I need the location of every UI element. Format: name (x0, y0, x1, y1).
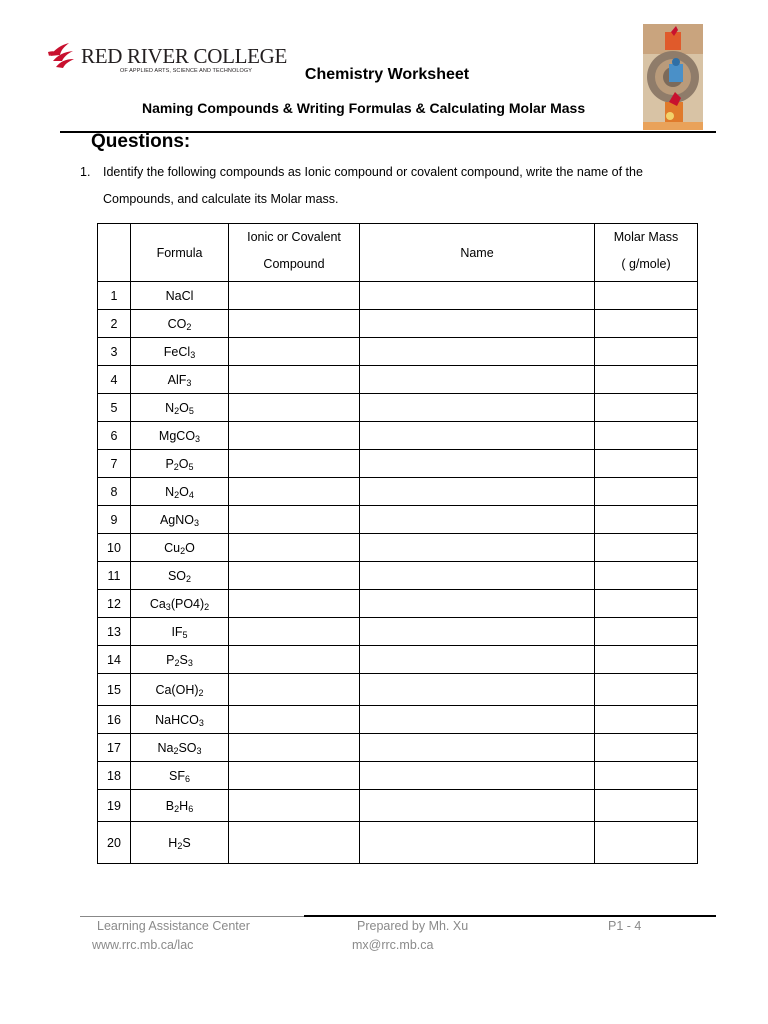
formula-subscript: 3 (196, 745, 202, 756)
formula-subscript: 2 (186, 321, 192, 332)
table-row (98, 506, 698, 534)
row-number: 4 (98, 366, 131, 394)
table-row (98, 590, 698, 618)
table-row (98, 450, 698, 478)
formula-element: CO (167, 316, 187, 331)
molar-mass-answer-cell[interactable] (595, 450, 698, 478)
formula-subscript: 2 (177, 840, 183, 851)
formula-element: Na (157, 740, 174, 755)
molar-mass-answer-cell[interactable] (595, 506, 698, 534)
formula-element: SO (178, 740, 197, 755)
name-answer-cell[interactable] (360, 646, 595, 674)
name-answer-cell[interactable] (360, 790, 595, 822)
formula-subscript: 2 (174, 489, 180, 500)
formula-cell (131, 310, 229, 338)
row-number: 5 (98, 394, 131, 422)
table-row (98, 422, 698, 450)
table-row (98, 394, 698, 422)
molar-mass-answer-cell[interactable] (595, 310, 698, 338)
row-number: 14 (98, 646, 131, 674)
footer-center-name: Learning Assistance Center (97, 919, 250, 933)
worksheet-table (97, 223, 698, 864)
molar-mass-answer-cell[interactable] (595, 478, 698, 506)
formula-element: P (166, 652, 175, 667)
formula-cell (131, 366, 229, 394)
formula-subscript: 5 (182, 629, 188, 640)
formula-cell (131, 562, 229, 590)
name-answer-cell[interactable] (360, 706, 595, 734)
formula-cell (131, 422, 229, 450)
table-row (98, 562, 698, 590)
formula-cell (131, 506, 229, 534)
formula-subscript: 3 (186, 377, 192, 388)
row-number: 3 (98, 338, 131, 366)
name-answer-cell[interactable] (360, 506, 595, 534)
formula-element: AlF (167, 372, 187, 387)
formula-element: Ca (149, 596, 166, 611)
molar-mass-answer-cell[interactable] (595, 646, 698, 674)
compound-type-answer-cell[interactable] (229, 562, 360, 590)
table-row (98, 338, 698, 366)
table-row (98, 790, 698, 822)
name-answer-cell[interactable] (360, 394, 595, 422)
worksheet-title: Chemistry Worksheet (304, 66, 470, 83)
compound-type-answer-cell[interactable] (229, 706, 360, 734)
formula-element: S (182, 835, 191, 850)
formula-element: O (185, 540, 195, 555)
question-number: 1. (80, 165, 91, 179)
header-formula: Formula (131, 224, 229, 282)
compound-type-answer-cell[interactable] (229, 762, 360, 790)
compound-type-answer-cell[interactable] (229, 618, 360, 646)
molar-mass-answer-cell[interactable] (595, 822, 698, 864)
table-row (98, 734, 698, 762)
name-answer-cell[interactable] (360, 618, 595, 646)
molar-mass-answer-cell[interactable] (595, 366, 698, 394)
row-number: 12 (98, 590, 131, 618)
footer-email: mx@rrc.mb.ca (352, 938, 434, 952)
compound-type-answer-cell[interactable] (229, 478, 360, 506)
formula-element: SO (167, 568, 187, 583)
compound-type-answer-cell[interactable] (229, 790, 360, 822)
name-answer-cell[interactable] (360, 590, 595, 618)
compound-type-answer-cell[interactable] (229, 338, 360, 366)
formula-cell (131, 674, 229, 706)
formula-cell (131, 338, 229, 366)
formula-cell (131, 822, 229, 864)
row-number: 18 (98, 762, 131, 790)
row-number: 17 (98, 734, 131, 762)
row-number: 15 (98, 674, 131, 706)
formula-element: MgCO (158, 428, 196, 443)
formula-subscript: 2 (180, 545, 186, 556)
table-row (98, 674, 698, 706)
formula-subscript: 4 (188, 489, 194, 500)
formula-subscript: 2 (198, 687, 204, 698)
row-number: 19 (98, 790, 131, 822)
name-answer-cell[interactable] (360, 366, 595, 394)
formula-element: H (179, 798, 189, 813)
formula-subscript: 2 (174, 405, 180, 416)
header-compound-type-line1: Ionic or Covalent (247, 230, 341, 244)
formula-subscript: 3 (195, 433, 201, 444)
formula-element: O (179, 484, 189, 499)
compound-type-answer-cell[interactable] (229, 450, 360, 478)
header-compound-type (229, 224, 360, 282)
table-row (98, 762, 698, 790)
formula-subscript: 3 (187, 657, 193, 668)
row-number: 10 (98, 534, 131, 562)
formula-element: IF (171, 624, 183, 639)
formula-element: AgNO (159, 512, 195, 527)
molar-mass-answer-cell[interactable] (595, 394, 698, 422)
compound-type-answer-cell[interactable] (229, 646, 360, 674)
formula-cell (131, 646, 229, 674)
worksheet-subtitle: Naming Compounds & Writing Formulas & Calculating Molar Mass (142, 100, 586, 116)
name-answer-cell[interactable] (360, 534, 595, 562)
header-compound-type-line2: Compound (263, 257, 325, 271)
formula-element: (PO4) (170, 596, 205, 611)
molar-mass-answer-cell[interactable] (595, 282, 698, 310)
formula-subscript: 2 (173, 745, 179, 756)
question-text-line: Compounds, and calculate its Molar mass. (103, 192, 339, 206)
formula-element: FeCl (163, 344, 191, 359)
question-text-line: Identify the following compounds as Ionic compound or covalent compound, write the name of the (103, 165, 643, 179)
formula-subscript: 5 (188, 405, 194, 416)
table-row (98, 646, 698, 674)
formula-subscript: 5 (188, 461, 194, 472)
footer-prepared-by: Prepared by Mh. Xu (357, 919, 469, 933)
formula-subscript: 3 (165, 601, 171, 612)
formula-element: S (179, 652, 188, 667)
formula-element: Ca(OH) (155, 682, 199, 697)
formula-cell (131, 282, 229, 310)
formula-element: NaCl (165, 288, 194, 303)
name-answer-cell[interactable] (360, 734, 595, 762)
formula-cell (131, 762, 229, 790)
formula-subscript: 2 (174, 803, 180, 814)
formula-element: NaHCO (155, 712, 199, 727)
formula-subscript: 2 (204, 601, 210, 612)
formula-element: Cu (164, 540, 181, 555)
formula-subscript: 2 (174, 657, 180, 668)
name-answer-cell[interactable] (360, 562, 595, 590)
footer-divider-right (304, 915, 716, 917)
row-number: 7 (98, 450, 131, 478)
footer-divider-left (80, 916, 304, 917)
compound-type-answer-cell[interactable] (229, 590, 360, 618)
table-row (98, 282, 698, 310)
compound-type-answer-cell[interactable] (229, 674, 360, 706)
table-row (98, 534, 698, 562)
molar-mass-answer-cell[interactable] (595, 338, 698, 366)
row-number: 16 (98, 706, 131, 734)
formula-cell (131, 618, 229, 646)
formula-cell (131, 706, 229, 734)
compound-type-answer-cell[interactable] (229, 734, 360, 762)
header-name: Name (360, 224, 595, 282)
molar-mass-answer-cell[interactable] (595, 734, 698, 762)
formula-subscript: 6 (188, 803, 194, 814)
formula-element: SF (169, 768, 185, 783)
formula-cell (131, 394, 229, 422)
formula-cell (131, 790, 229, 822)
molar-mass-answer-cell[interactable] (595, 422, 698, 450)
name-answer-cell[interactable] (360, 822, 595, 864)
header-molar-mass (595, 224, 698, 282)
row-number: 8 (98, 478, 131, 506)
formula-subscript: 3 (194, 517, 200, 528)
formula-element: N (165, 400, 175, 415)
table-body (98, 282, 698, 864)
molar-mass-answer-cell[interactable] (595, 762, 698, 790)
formula-element: O (178, 456, 189, 471)
compound-type-answer-cell[interactable] (229, 310, 360, 338)
formula-element: O (179, 400, 189, 415)
table-header-row (98, 224, 698, 282)
molar-mass-answer-cell[interactable] (595, 790, 698, 822)
formula-subscript: 3 (190, 349, 196, 360)
table-row (98, 366, 698, 394)
row-number: 11 (98, 562, 131, 590)
table-row (98, 478, 698, 506)
formula-cell (131, 450, 229, 478)
header-molar-mass-line1: Molar Mass (613, 230, 679, 244)
formula-element: B (165, 798, 175, 813)
row-number: 2 (98, 310, 131, 338)
row-number: 9 (98, 506, 131, 534)
name-answer-cell[interactable] (360, 450, 595, 478)
formula-subscript: 6 (184, 773, 190, 784)
compound-type-answer-cell[interactable] (229, 506, 360, 534)
molar-mass-answer-cell[interactable] (595, 618, 698, 646)
row-number: 1 (98, 282, 131, 310)
table-row (98, 706, 698, 734)
formula-subscript: 2 (173, 461, 179, 472)
questions-heading: Questions: (91, 131, 191, 152)
compound-type-answer-cell[interactable] (229, 366, 360, 394)
molar-mass-answer-cell[interactable] (595, 674, 698, 706)
table-row (98, 618, 698, 646)
name-answer-cell[interactable] (360, 282, 595, 310)
compound-type-answer-cell[interactable] (229, 422, 360, 450)
header-molar-mass-line2: ( g/mole) (621, 257, 671, 271)
molar-mass-answer-cell[interactable] (595, 590, 698, 618)
name-answer-cell[interactable] (360, 422, 595, 450)
formula-element: N (165, 484, 175, 499)
row-number: 13 (98, 618, 131, 646)
formula-cell (131, 478, 229, 506)
compound-type-answer-cell[interactable] (229, 282, 360, 310)
college-tagline: OF APPLIED ARTS, SCIENCE AND TECHNOLOGY (120, 68, 253, 74)
formula-cell (131, 734, 229, 762)
formula-element: P (165, 456, 174, 471)
formula-cell (131, 590, 229, 618)
college-name: RED RIVER COLLEGE (81, 44, 288, 68)
table-row (98, 822, 698, 864)
molar-mass-answer-cell[interactable] (595, 562, 698, 590)
row-number: 20 (98, 822, 131, 864)
formula-subscript: 2 (186, 573, 192, 584)
name-answer-cell[interactable] (360, 310, 595, 338)
molar-mass-answer-cell[interactable] (595, 534, 698, 562)
compound-type-answer-cell[interactable] (229, 822, 360, 864)
compound-type-answer-cell[interactable] (229, 534, 360, 562)
name-answer-cell[interactable] (360, 338, 595, 366)
molar-mass-answer-cell[interactable] (595, 706, 698, 734)
footer-page-number: P1 - 4 (608, 919, 642, 933)
name-answer-cell[interactable] (360, 478, 595, 506)
compound-type-answer-cell[interactable] (229, 394, 360, 422)
formula-subscript: 3 (198, 717, 204, 728)
name-answer-cell[interactable] (360, 674, 595, 706)
table-row (98, 310, 698, 338)
formula-element: H (168, 835, 178, 850)
name-answer-cell[interactable] (360, 762, 595, 790)
row-number: 6 (98, 422, 131, 450)
header-number-cell (98, 224, 131, 282)
footer-center-url: www.rrc.mb.ca/lac (92, 938, 194, 952)
formula-cell (131, 534, 229, 562)
